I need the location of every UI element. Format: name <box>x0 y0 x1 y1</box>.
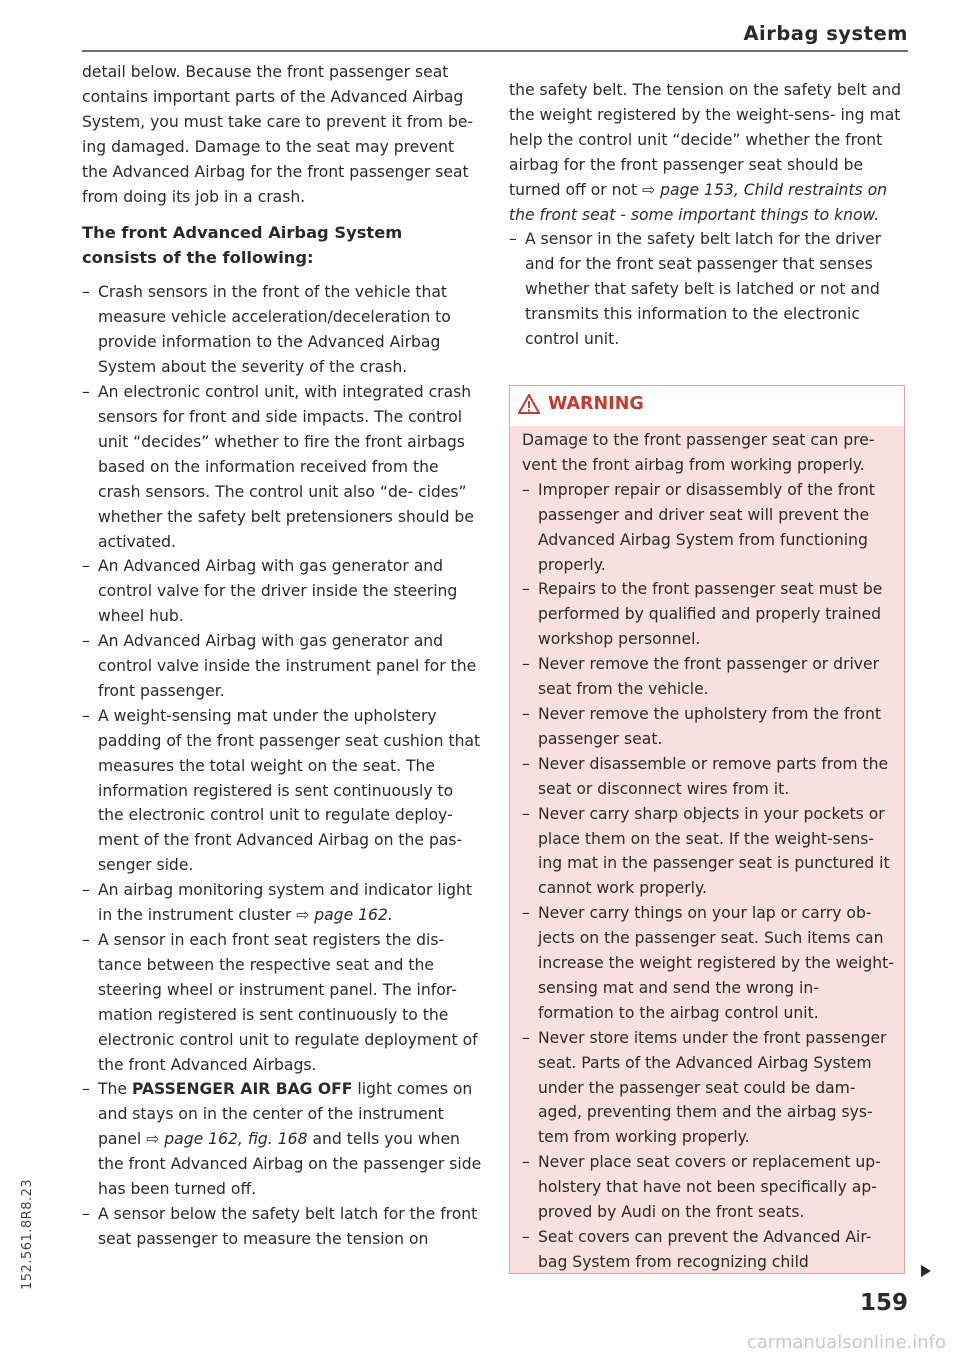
warning-triangle-icon <box>518 394 540 414</box>
section-title: Airbag system <box>743 22 908 45</box>
item-text: An airbag monitoring system and indicator light in the instrument cluster <box>98 881 472 925</box>
warning-intro: Damage to the front passenger seat can pre- vent the front airbag from working properly. <box>522 431 875 474</box>
list-item: – A sensor in the safety belt latch for the driver and for the front seat passenger that senses whether that safety belt is latched or not and transmits this information to the electronic control unit. <box>509 227 909 352</box>
list-item: – A sensor in each front seat registers the dis- tance between the respective seat and the steering wheel or instrument panel. The infor- mation registered is sent continuously to the electronic control unit to regulate deployment of the front Advanced Airbags. <box>82 928 482 1077</box>
list-item: – An Advanced Airbag with gas generator and control valve for the driver inside the steering wheel hub. <box>82 554 482 629</box>
header-rule <box>82 50 908 52</box>
list-item: – Crash sensors in the front of the vehicle that measure vehicle acceleration/deceleration to provide information to the Advanced Airbag System about the severity of the crash. <box>82 280 482 380</box>
list-item: – Never carry sharp objects in your pockets or place them on the seat. If the weight-sens- ing mat in the passenger seat is punctured it cannot work properly. <box>522 802 894 902</box>
list-item: – Seat covers can prevent the Advanced Air- bag System from recognizing child <box>522 1225 894 1275</box>
list-item: – An electronic control unit, with integrated crash sensors for front and side impacts. The control unit “decides” whether to fire the front airbags based on the information received from the crash sensors. The control unit also “de- cides” whether the safety belt pretensioners should be activated. <box>82 380 482 554</box>
components-heading: The front Advanced Airbag System consists of the following: <box>82 223 403 267</box>
list-item: – Never remove the upholstery from the front passenger seat. <box>522 702 894 752</box>
list-item: – Never carry things on your lap or carry ob- jects on the passenger seat. Such items can increase the weight registered by the weight-sensing mat and send the wrong in- formation to the airbag control unit. <box>522 901 894 1026</box>
list-item: – Never disassemble or remove parts from the seat or disconnect wires from it. <box>522 752 894 802</box>
item-text: The <box>98 1080 132 1099</box>
list-item: – A weight-sensing mat under the upholstery padding of the front passenger seat cushion that measures the total weight on the seat. The information registered is sent continuously to the electronic control unit to regulate deploy- ment of the front Advanced Airbag on the pas- senger side. <box>82 704 482 878</box>
warning-body <box>522 428 894 1275</box>
document-code: 152.561.8R8.23 <box>20 1178 35 1290</box>
warning-title <box>518 394 644 414</box>
page-number: 159 <box>859 1290 908 1316</box>
list-item: – Repairs to the front passenger seat must be performed by qualified and properly trained workshop personnel. <box>522 577 894 652</box>
list-item: – Never store items under the front passenger seat. Parts of the Advanced Airbag System under the passenger seat could be dam- aged, preventing them and the airbag sys- tem from working properly. <box>522 1026 894 1151</box>
list-item: – Never remove the front passenger or driver seat from the vehicle. <box>522 652 894 702</box>
list-item: – An Advanced Airbag with gas generator and control valve inside the instrument panel for the front passenger. <box>82 629 482 704</box>
item-text: and tells you when the front Advanced Airbag on the passenger side has been turned off. <box>98 1130 482 1199</box>
continue-arrow-icon[interactable] <box>921 1265 931 1277</box>
warning-label: WARNING <box>548 394 644 414</box>
page-reference-link[interactable]: ⇨ page 153, Child restraints on the front seat - some important things to know. <box>509 180 888 224</box>
intro-paragraph: detail below. Because the front passenger seat contains important parts of the Advanced Airbag System, you must take care to prevent it from be- ing damaged. Damage to the seat may prevent the Advanced Airbag for the front passenger seat from doing its job in a crash. <box>82 63 474 206</box>
list-item <box>82 1077 482 1202</box>
list-item <box>82 878 482 928</box>
page-reference-link[interactable]: ⇨ page 162, fig. 168 <box>146 1130 308 1149</box>
watermark: carmanualsonline.info <box>746 1332 946 1353</box>
page-reference-link[interactable]: ⇨ page 162. <box>296 906 393 925</box>
continued-paragraph <box>509 78 909 227</box>
right-column <box>509 78 909 352</box>
components-list <box>82 280 482 1251</box>
item-text: the safety belt. The tension on the safety belt and the weight registered by the weight-sens- ing mat help the control unit “decide” whether the front airbag for the front passenger seat should be turned off or not <box>509 81 902 199</box>
right-list <box>509 227 909 352</box>
list-item: – Improper repair or disassembly of the front passenger and driver seat will prevent the Advanced Airbag System from functioning properly. <box>522 478 894 578</box>
left-column <box>82 60 482 1252</box>
warning-header <box>510 386 904 426</box>
list-item: – Never place seat covers or replacement up- holstery that have not been specifically ap- proved by Audi on the front seats. <box>522 1150 894 1225</box>
item-text: light comes on and stays on in the center of the instrument panel <box>98 1080 473 1149</box>
warning-box <box>509 385 905 1274</box>
list-item: – A sensor below the safety belt latch for the front seat passenger to measure the tension on <box>82 1202 482 1252</box>
indicator-name: PASSENGER AIR BAG OFF <box>131 1080 353 1099</box>
warning-list <box>522 478 894 1275</box>
